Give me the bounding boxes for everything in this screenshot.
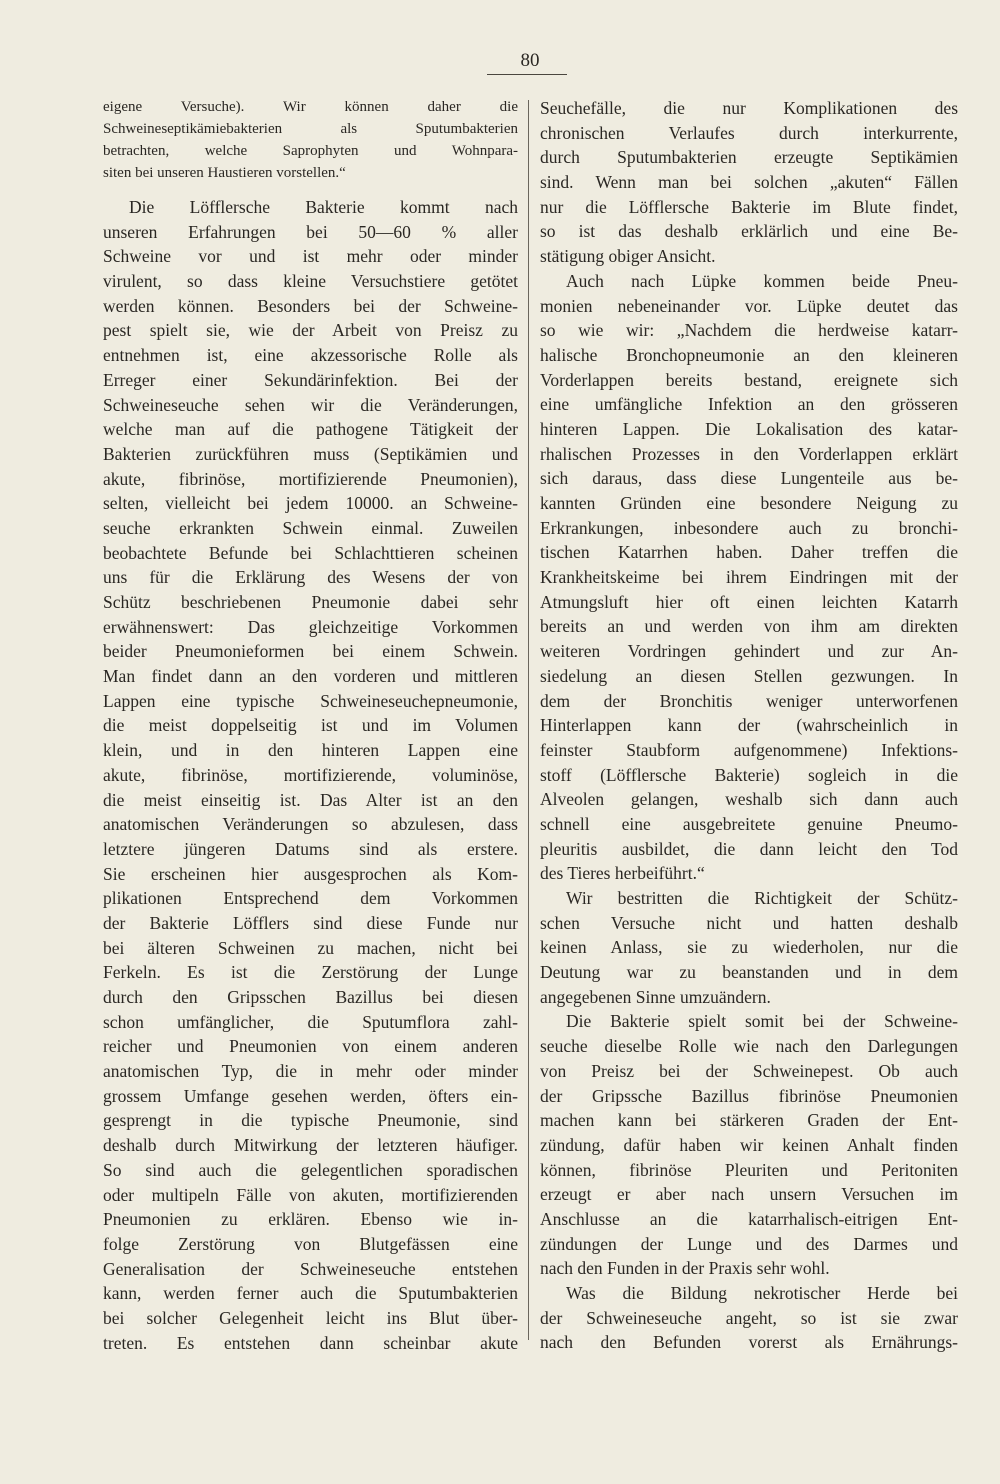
left-text-column (103, 96, 518, 1355)
text-line: pest spielt sie, wie der Arbeit von Preisz zu (103, 320, 518, 341)
text-line: selten, vielleicht bei jedem 10000. an Schweine- (103, 493, 518, 514)
text-line: zündungen der Lunge und des Darmes und (540, 1233, 958, 1254)
text-line: anatomischen Veränderungen so abzulesen, dass (103, 814, 518, 835)
text-line: siten bei unseren Haustieren vorstellen.“ (103, 165, 346, 181)
text-line: beider Pneumonieformen bei einem Schwein. (103, 641, 518, 662)
text-line: Erkrankungen, inbesondere auch zu bronchi- (540, 517, 958, 538)
text-line: eine umfängliche Infektion an den grösseren (540, 394, 958, 415)
text-line: betrachten, welche Saprophyten und Wohnpara- (103, 143, 518, 159)
text-line: Erreger einer Sekundärinfektion. Bei der (103, 369, 518, 390)
text-line: von Preisz bei der Schweinepest. Ob auch (540, 1060, 958, 1081)
text-line: Krankheitskeime bei ihrem Eindringen mit der (540, 567, 958, 588)
text-line: Bakterien zurückführen muss (Septikämien und (103, 443, 518, 464)
text-line: Die Bakterie spielt somit bei der Schweine- (566, 1011, 958, 1032)
text-line: bereits an und werden von ihm am direkten (540, 616, 958, 637)
text-line: akute, fibrinöse, mortifizierende, voluminöse, (103, 764, 518, 785)
paragraph-gap (103, 184, 518, 195)
text-line: pleuritis ausbildet, die dann leicht den Tod (540, 838, 958, 859)
text-line: zündung, dafür haben wir keinen Anhalt finden (540, 1134, 958, 1155)
text-line: oder multipeln Fälle von akuten, mortifizierenden (103, 1184, 518, 1205)
page-number: 80 (520, 50, 540, 71)
text-line: schnell eine ausgebreitete genuine Pneumo- (540, 813, 958, 834)
text-line: Die Löfflersche Bakterie kommt nach (129, 197, 518, 217)
text-line: akute, fibrinöse, mortifizierende Pneumonien), (103, 468, 518, 489)
text-line: Deutung war zu beanstanden und in dem (540, 962, 958, 983)
text-line: kannten Gründen eine besondere Neigung zu (540, 493, 958, 513)
text-line: sind. Wenn man bei solchen „akuten“ Fällen (540, 172, 958, 193)
text-line: grossem Umfange gesehen werden, öfters ein- (103, 1085, 518, 1106)
text-line: feinster Staubform aufgenommene) Infektions- (540, 739, 958, 760)
text-line: siedelung an diesen Stellen gezwungen. In (540, 665, 958, 686)
text-line: nur die Löfflersche Bakterie im Blute findet, (540, 196, 958, 217)
text-line: Schweineseuche sehen wir die Veränderungen, (103, 394, 518, 415)
text-line: eigene Versuche). Wir können daher die (103, 99, 518, 115)
text-line: die meist einseitig ist. Das Alter ist an den (103, 789, 518, 810)
text-line: chronischen Verlaufes durch interkurrente, (540, 122, 958, 143)
text-line: virulent, so dass kleine Versuchstiere getötet (103, 271, 518, 292)
header-rule (487, 74, 567, 75)
column-divider (528, 100, 529, 1340)
text-line: Schütz beschriebenen Pneumonie dabei sehr (103, 592, 518, 612)
text-line: der Schweineseuche angeht, so ist sie zwar (540, 1307, 958, 1328)
text-line: Anschlusse an die katarrhalisch-eitrigen Ent- (540, 1208, 958, 1229)
text-line: So sind auch die gelegentlichen sporadischen (103, 1159, 518, 1180)
text-line: bei älteren Schweinen zu machen, nicht bei (103, 937, 518, 958)
text-line: Auch nach Lüpke kommen beide Pneu- (566, 270, 958, 291)
text-line: der Bakterie Löfflers sind diese Funde nur (103, 912, 518, 933)
text-line: seuche dieselbe Rolle wie nach den Darlegungen (540, 1036, 958, 1057)
text-line: hinteren Lappen. Die Lokalisation des katar- (540, 418, 958, 439)
text-line: letztere jüngeren Datums sind als erstere. (103, 838, 518, 859)
text-line: tischen Katarrhen haben. Daher treffen die (540, 542, 958, 563)
text-line: schen Versuche nicht und hatten deshalb (540, 912, 958, 933)
text-line: seuche erkrankten Schwein einmal. Zuweilen (103, 517, 518, 538)
text-line: Was die Bildung nekrotischer Herde bei (566, 1283, 958, 1303)
text-line: die meist doppelseitig ist und im Volumen (103, 715, 518, 736)
text-line: weiteren Vordringen gehindert und zur An- (540, 641, 958, 662)
text-line: des Tieres herbeiführt.“ (540, 863, 705, 884)
text-line: Alveolen gelangen, weshalb sich dann auch (540, 789, 958, 810)
text-line: folge Zerstörung von Blutgefässen eine (103, 1233, 518, 1254)
text-line: werden können. Besonders bei der Schweine- (103, 295, 518, 316)
text-line: reicher und Pneumonien von einem anderen (103, 1036, 518, 1057)
text-line: stätigung obiger Ansicht. (540, 246, 716, 267)
text-line: plikationen Entsprechend dem Vorkommen (103, 888, 518, 909)
text-line: erzeugt er aber nach unsern Versuchen im (540, 1184, 958, 1205)
text-line: stoff (Löfflersche Bakterie) sogleich in die (540, 764, 958, 785)
text-line: schon umfänglicher, die Sputumflora zahl- (103, 1011, 518, 1032)
text-line: keinen Anlass, sie zu wiederholen, nur die (540, 937, 958, 958)
text-line: durch Sputumbakterien erzeugte Septikämien (540, 147, 958, 168)
text-line: Lappen eine typische Schweineseuchepneumonie, (103, 690, 518, 711)
text-line: so ist das deshalb erklärlich und eine Be- (540, 221, 958, 242)
text-line: angegebenen Sinne umzuändern. (540, 986, 771, 1007)
text-line: gesprengt in die typische Pneumonie, sind (103, 1110, 518, 1131)
text-line: erwähnenswert: Das gleichzeitige Vorkommen (103, 616, 518, 637)
text-line: bei solcher Gelegenheit leicht ins Blut über- (103, 1307, 518, 1328)
text-line: Pneumonien zu erklären. Ebenso wie in- (103, 1209, 518, 1230)
text-line: durch den Gripsschen Bazillus bei diesen (103, 987, 518, 1007)
text-line: beobachtete Befunde bei Schlachttieren scheinen (103, 542, 518, 563)
text-line: sich daraus, dass diese Lungenteile aus be- (540, 468, 958, 489)
text-line: machen kann bei stärkeren Graden der Ent- (540, 1110, 958, 1131)
text-line: anatomischen Typ, die in mehr oder minder (103, 1061, 518, 1082)
text-line: Ferkeln. Es ist die Zerstörung der Lunge (103, 962, 518, 983)
text-line: können, fibrinöse Pleuriten und Peritoniten (540, 1159, 958, 1180)
right-text-column (540, 96, 958, 1355)
text-line: so wie wir: „Nachdem die herdweise katarr- (540, 320, 958, 341)
text-line: nach den Funden in der Praxis sehr wohl. (540, 1258, 830, 1279)
text-line: kann, werden ferner auch die Sputumbakterien (103, 1283, 518, 1304)
text-line: dem der Bronchitis weniger unterworfenen (540, 690, 958, 711)
text-line: Atmungsluft hier oft einen leichten Katarrh (540, 591, 958, 612)
text-line: Generalisation der Schweineseuche entstehen (103, 1258, 518, 1279)
text-line: treten. Es entstehen dann scheinbar akute (103, 1332, 518, 1353)
text-line: Schweine vor und ist mehr oder minder (103, 246, 518, 267)
text-line: nach den Befunden vorerst als Ernährungs- (540, 1332, 958, 1353)
text-line: unseren Erfahrungen bei 50—60 % aller (103, 221, 518, 242)
text-line: welche man auf die pathogene Tätigkeit der (103, 419, 518, 440)
text-line: Man findet dann an den vorderen und mittleren (103, 666, 518, 687)
text-line: Vorderlappen bereits bestand, ereignete sich (540, 369, 958, 390)
text-line: Hinterlappen kann der (wahrscheinlich in (540, 715, 958, 736)
text-line: deshalb durch Mitwirkung der letzteren häufiger. (103, 1135, 518, 1156)
text-line: Schweineseptikämiebakterien als Sputumbakterien (103, 121, 518, 137)
text-line: Seuchefälle, die nur Komplikationen des (540, 98, 958, 118)
text-line: klein, und in den hinteren Lappen eine (103, 740, 518, 761)
text-line: uns für die Erklärung des Wesens der von (103, 567, 518, 588)
text-line: Wir bestritten die Richtigkeit der Schütz- (566, 888, 958, 908)
text-line: entnehmen ist, eine akzessorische Rolle als (103, 345, 518, 366)
text-line: der Gripssche Bazillus fibrinöse Pneumonien (540, 1085, 958, 1106)
text-line: Sie erscheinen hier ausgesprochen als Kom- (103, 863, 518, 884)
text-line: halische Bronchopneumonie an den kleineren (540, 344, 958, 365)
text-line: monien nebeneinander vor. Lüpke deutet das (540, 295, 958, 316)
text-line: rhalischen Prozesses in den Vorderlappen erklärt (540, 443, 958, 464)
